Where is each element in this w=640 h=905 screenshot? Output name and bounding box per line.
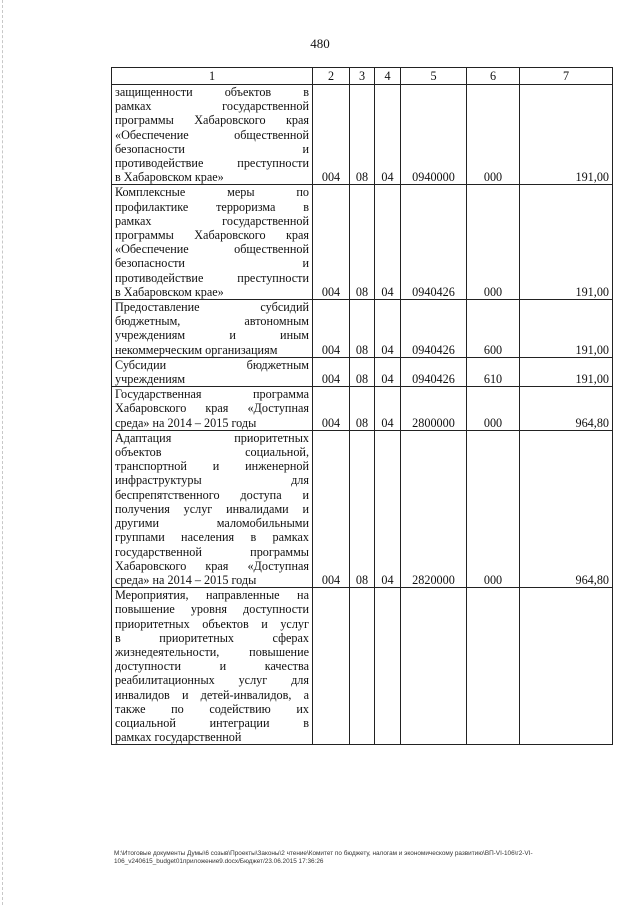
table-row [112,357,613,386]
description-line: рамках государственной [115,99,309,114]
cell-ministry-code: 004 [313,430,350,587]
cell-expense-type: 600 [467,300,520,358]
description-line: некоммерческим организациям [115,342,278,357]
description-line: Адаптация приоритетных [115,430,309,445]
table-row [112,185,613,300]
description-line: рамках государственной [115,213,309,228]
row-description [112,588,313,745]
description-line: программы Хабаровского края [115,113,309,128]
description-line: рамках государственной [115,730,242,745]
cell-section: 08 [350,185,375,300]
cell-ministry-code: 004 [313,357,350,386]
cell-expense-type [467,588,520,745]
cell-section: 08 [350,387,375,431]
description-line: Хабаровского края «Доступная [115,558,309,573]
footer-line-2: 106_v240615_budget01приложение9.docx/Бюджет/23.06.2015 17:36:26 [114,858,324,865]
description-line: приоритетных объектов и услуг [115,616,309,631]
table-row [112,300,613,358]
description-line: жизнедеятельности, повышение [115,644,309,659]
cell-target-item: 0940426 [401,185,467,300]
table-row [112,387,613,431]
cell-expense-type: 610 [467,357,520,386]
cell-expense-type: 000 [467,430,520,587]
description-line: в приоритетных сферах [115,630,309,645]
description-line: программы Хабаровского края [115,228,309,243]
description-line: другими маломобильными [115,516,309,531]
table-row [112,85,613,185]
description-line: социальной интеграции в [115,715,309,730]
description-line: профилактике терроризма в [115,199,309,214]
description-line: безопасности и [115,141,309,156]
cell-target-item: 0940000 [401,85,467,185]
description-line: учреждениям [115,372,186,387]
description-line: Субсидии бюджетным [115,357,309,372]
description-line: противодействие преступности [115,156,309,171]
cell-subsection: 04 [375,357,401,386]
cell-amount [520,588,613,745]
cell-ministry-code: 004 [313,300,350,358]
description-line: получения услуг инвалидами и [115,501,309,516]
cell-target-item: 0940426 [401,357,467,386]
cell-section [350,588,375,745]
document-path-footer [114,850,619,866]
description-line: группами населения в рамках [115,530,309,545]
description-line: повышение уровня доступности [115,602,309,617]
description-line: бюджетным, автономным [115,314,309,329]
description-line: защищенности объектов в [115,85,309,99]
cell-section: 08 [350,85,375,185]
description-line: транспортной и инженерной [115,459,309,474]
scan-edge-line [2,0,4,905]
row-description [112,85,313,185]
cell-section: 08 [350,300,375,358]
table-row [112,430,613,587]
description-line: Комплексные меры по [115,185,309,200]
cell-ministry-code: 004 [313,85,350,185]
description-line: противодействие преступности [115,270,309,285]
header-col-2: 2 [313,68,350,85]
description-line: в Хабаровском крае» [115,170,224,185]
description-line: в Хабаровском крае» [115,284,224,299]
cell-target-item: 2800000 [401,387,467,431]
header-row [112,68,613,85]
cell-subsection: 04 [375,430,401,587]
table-row [112,588,613,745]
cell-ministry-code: 004 [313,387,350,431]
cell-expense-type: 000 [467,85,520,185]
description-line: учреждениям и иным [115,328,309,343]
description-line: Государственная программа [115,387,309,402]
description-line: беспрепятственного доступа и [115,487,309,502]
budget-table [111,67,613,745]
cell-amount: 191,00 [520,185,613,300]
cell-section: 08 [350,430,375,587]
description-line: «Обеспечение общественной [115,127,309,142]
cell-subsection: 04 [375,387,401,431]
row-description [112,185,313,300]
description-line: «Обеспечение общественной [115,242,309,257]
page-number: 480 [310,36,330,51]
cell-amount: 191,00 [520,300,613,358]
description-line: доступности и качества [115,659,309,674]
cell-ministry-code [313,588,350,745]
description-line: Мероприятия, направленные на [115,588,309,603]
description-line: инфраструктуры для [115,473,309,488]
row-description [112,357,313,386]
header-col-5: 5 [401,68,467,85]
description-line: Хабаровского края «Доступная [115,401,309,416]
cell-target-item: 0940426 [401,300,467,358]
row-description [112,430,313,587]
row-description [112,387,313,431]
header-col-7: 7 [520,68,613,85]
description-line: государственной программы [115,544,309,559]
description-line: безопасности и [115,256,309,271]
cell-subsection [375,588,401,745]
cell-target-item: 2820000 [401,430,467,587]
description-line: также по содействию их [115,701,309,716]
cell-section: 08 [350,357,375,386]
cell-amount: 964,80 [520,430,613,587]
header-col-6: 6 [467,68,520,85]
cell-amount: 964,80 [520,387,613,431]
cell-expense-type: 000 [467,387,520,431]
cell-amount: 191,00 [520,85,613,185]
description-line: инвалидов и детей-инвалидов, а [115,687,309,702]
cell-target-item [401,588,467,745]
description-line: среда» на 2014 – 2015 годы [115,415,257,430]
cell-subsection: 04 [375,185,401,300]
header-col-4: 4 [375,68,401,85]
description-line: объектов социальной, [115,445,309,460]
cell-amount: 191,00 [520,357,613,386]
description-line: среда» на 2014 – 2015 годы [115,572,257,587]
cell-subsection: 04 [375,300,401,358]
cell-ministry-code: 004 [313,185,350,300]
description-line: Предоставление субсидий [115,300,309,315]
footer-line-1: М:\Итоговые документы Думы\6 созыв\Проекты\Законы\2 чтение\Комитет по бюджету, налогам и экономическому развитию\ВП-VI-106\г2-VI- [114,850,533,857]
header-col-3: 3 [350,68,375,85]
row-description [112,300,313,358]
cell-expense-type: 000 [467,185,520,300]
description-line: реабилитационных услуг для [115,673,309,688]
cell-subsection: 04 [375,85,401,185]
header-col-1: 1 [112,68,313,85]
